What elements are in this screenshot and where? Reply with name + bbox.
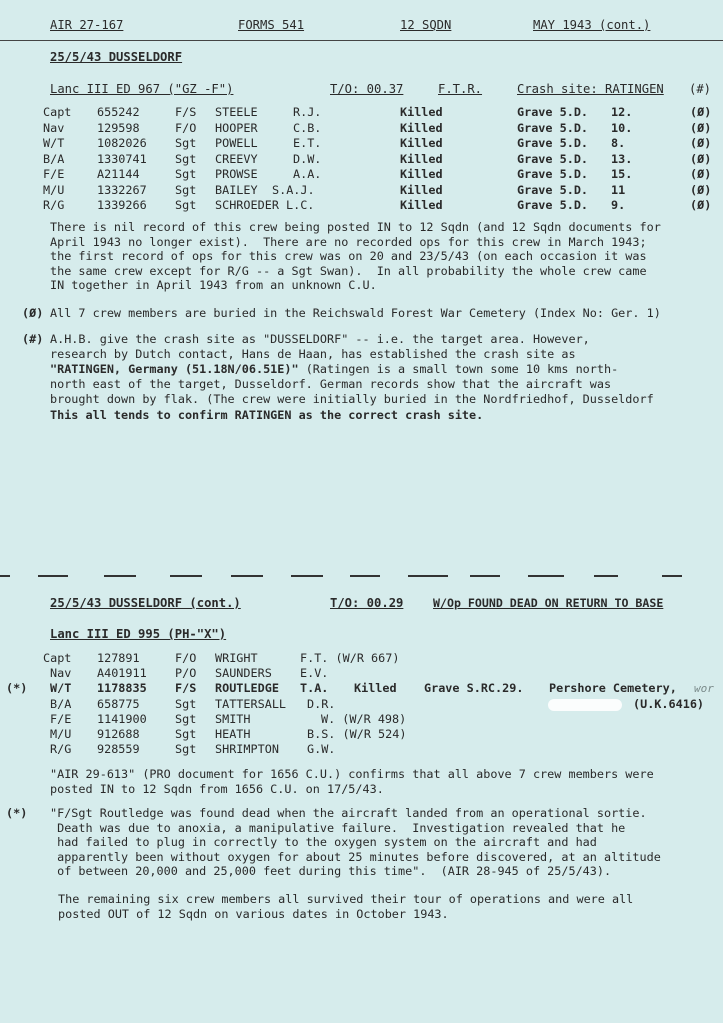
crew-name: CREEVY xyxy=(215,151,258,166)
raid1-crew-note: There is nil record of this crew being posted IN to 12 Sqdn (and 12 Sqdn documents for April 1943 no longer exist). There are no recorded ops for this crew in March 1943; the first record of ops for this crew was on 20 and 23/5/43 (on each occasion it was the same crew except for R/G -- a Sgt Swan). In all probability the whole crew came IN together in April 1943 from an unknown C.U. xyxy=(50,220,661,293)
crew-number: 655242 xyxy=(97,105,140,119)
hash-footnote-line: research by Dutch contact, Hans de Haan, has established the crash site as xyxy=(50,347,576,361)
crew-role: F/E xyxy=(43,167,65,181)
raid1-crash-mark: (#) xyxy=(689,82,712,96)
crew-grave-number: 12. xyxy=(611,105,633,119)
crew-grave: Grave 5.D. xyxy=(517,182,589,197)
crew-grave: Grave 5.D. xyxy=(517,136,589,150)
crew-grave-number: 13. xyxy=(611,151,633,166)
crew-name: WRIGHT xyxy=(215,651,258,665)
crew-mark: (Ø) xyxy=(690,167,712,181)
crew-initials: B.S. (W/R 524) xyxy=(307,727,407,741)
crew-role: R/G xyxy=(50,742,72,756)
crew-mark: (Ø) xyxy=(690,198,712,212)
grave-reference: (U.K.6416) xyxy=(633,697,705,711)
crew-fate: Killed xyxy=(400,105,443,119)
crew-name: HEATH xyxy=(215,727,251,741)
crew-role: Capt xyxy=(43,105,72,119)
crew-initials: G.W. xyxy=(307,742,336,756)
crew-number: A401911 xyxy=(97,666,147,680)
crew-cemetery: Pershore Cemetery, xyxy=(549,681,677,695)
crew-rank: F/S xyxy=(175,681,197,695)
crew-initials: C.B. xyxy=(293,120,322,135)
hash-footnote-line: north east of the target, Dusseldorf. German records show that the aircraft was xyxy=(50,377,612,391)
crew-name: SAUNDERS xyxy=(215,666,272,680)
crew-number: 1141900 xyxy=(97,712,147,726)
crew-name: STEELE xyxy=(215,105,258,119)
crew-role: M/U xyxy=(43,182,65,197)
squadron-label: 12 SQDN xyxy=(400,18,452,32)
crew-initials: F.T. (W/R 667) xyxy=(300,651,400,665)
crew-name: BAILEY xyxy=(215,182,258,197)
crew-initials: W. (W/R 498) xyxy=(321,712,407,726)
crew-fate: Killed xyxy=(400,198,443,212)
crew-name: ROUTLEDGE xyxy=(215,681,279,695)
crew-number: A21144 xyxy=(97,167,140,181)
separator-dash xyxy=(350,575,380,577)
crew-initials: E.V. xyxy=(300,666,329,680)
crew-grave: Grave 5.D. xyxy=(517,167,589,181)
raid1-crash-site: Crash site: RATINGEN xyxy=(517,82,664,96)
crew-rank: Sgt xyxy=(175,198,197,212)
crew-initials: R.J. xyxy=(293,105,322,119)
raid1-status: F.T.R. xyxy=(438,82,483,96)
crew-initials: A.A. xyxy=(293,167,322,181)
separator-dash xyxy=(291,575,323,577)
crew-fate: Killed xyxy=(354,681,397,695)
crew-number: 1330741 xyxy=(97,151,147,166)
crew-mark: (Ø) xyxy=(690,105,712,119)
header-rule xyxy=(0,40,723,41)
crew-name: SMITH xyxy=(215,712,251,726)
crew-role: W/T xyxy=(43,136,65,150)
crew-fate: Killed xyxy=(400,136,443,150)
crew-initials: D.R. xyxy=(307,697,336,711)
crew-grave: Grave 5.D. xyxy=(517,105,589,119)
raid2-final-note: The remaining six crew members all survived their tour of operations and were all posted OUT of 12 Sqdn on various dates in October 1943. xyxy=(58,892,634,921)
crew-grave: Grave 5.D. xyxy=(517,198,589,212)
crew-rank: Sgt xyxy=(175,697,197,711)
crew-rank: F/S xyxy=(175,105,197,119)
separator-dash xyxy=(470,575,500,577)
hash-footnote-line xyxy=(50,362,618,376)
crew-number: 928559 xyxy=(97,742,140,756)
crew-role: R/G xyxy=(43,198,65,212)
crew-grave-number: 8. xyxy=(611,136,626,150)
crash-site-coordinates: "RATINGEN, Germany (51.18N/06.51E)" xyxy=(50,362,299,376)
crew-role: Capt xyxy=(43,651,72,665)
crew-initials: T.A. xyxy=(300,681,329,695)
crew-initials: L.C. xyxy=(286,198,315,212)
crew-fate: Killed xyxy=(400,151,443,166)
crew-mark: (Ø) xyxy=(690,136,712,150)
crew-role: M/U xyxy=(50,727,72,741)
crew-role: Nav xyxy=(50,666,72,680)
crew-role: B/A xyxy=(43,151,65,166)
raid2-takeoff: T/O: 00.29 xyxy=(330,596,404,610)
crew-rank: P/O xyxy=(175,666,197,680)
crew-grave: Grave 5.D. xyxy=(517,151,589,166)
crew-rank: Sgt xyxy=(175,167,197,181)
crew-role: Nav xyxy=(43,120,65,135)
crew-name: POWELL xyxy=(215,136,258,150)
crew-role: W/T xyxy=(50,681,72,695)
hash-footnote-conclusion: This all tends to confirm RATINGEN as the correct crash site. xyxy=(50,408,484,422)
crew-number: 658775 xyxy=(97,697,140,711)
redaction-mark xyxy=(548,699,622,711)
hash-footnote-mark: (#) xyxy=(22,332,44,346)
star-footnote-text: "F/Sgt Routledge was found dead when the aircraft landed from an operational sortie. Death was due to anoxia, a manipulative failure. Investigation revealed that he had failed to plug in correctly to the oxygen system on the aircraft and had apparently been without oxygen for about 25 minutes before discovered, at an altitude of between 20,000 and 25,000 feet during this time". (AIR 28-945 of 25/5/43). xyxy=(50,806,661,879)
crew-grave-number: 9. xyxy=(611,198,626,212)
crew-grave-number: 11 xyxy=(611,182,626,197)
crew-initials: E.T. xyxy=(293,136,322,150)
crew-rank: F/O xyxy=(175,120,197,135)
crew-number: 912688 xyxy=(97,727,140,741)
crew-number: 1178835 xyxy=(97,681,147,695)
crew-fate: Killed xyxy=(400,120,443,135)
raid1-takeoff: T/O: 00.37 xyxy=(330,82,404,96)
crew-rank: Sgt xyxy=(175,712,197,726)
handwritten-annotation: wor xyxy=(694,682,714,695)
raid2-posting-note: "AIR 29-613" (PRO document for 1656 C.U.) confirms that all above 7 crew members were posted IN to 12 Sqdn from 1656 C.U. on 17/5/43. xyxy=(50,767,654,796)
document-reference: AIR 27-167 xyxy=(50,18,124,32)
forms-label: FORMS 541 xyxy=(238,18,305,32)
separator-dash xyxy=(408,575,448,577)
crew-grave: Grave 5.D. xyxy=(517,120,589,135)
raid2-status: W/Op FOUND DEAD ON RETURN TO BASE xyxy=(433,596,664,610)
crew-rank: F/O xyxy=(175,651,197,665)
separator-dash xyxy=(38,575,68,577)
hash-footnote-line-rest: (Ratingen is a small town some 10 kms north- xyxy=(298,362,619,376)
separator-dash xyxy=(594,575,618,577)
separator-dash xyxy=(231,575,263,577)
crew-fate: Killed xyxy=(400,167,443,181)
crew-name: TATTERSALL xyxy=(215,697,287,711)
crew-mark: (Ø) xyxy=(690,182,712,197)
crew-number: 129598 xyxy=(97,120,140,135)
crew-mark: (Ø) xyxy=(690,120,712,135)
raid1-aircraft: Lanc III ED 967 ("GZ -F") xyxy=(50,82,234,96)
crew-fate: Killed xyxy=(400,182,443,197)
star-mark: (*) xyxy=(6,681,28,695)
crew-grave: Grave S.RC.29. xyxy=(424,681,524,695)
crew-rank: Sgt xyxy=(175,182,197,197)
crew-name: HOOPER xyxy=(215,120,258,135)
crew-rank: Sgt xyxy=(175,742,197,756)
crew-number: 127891 xyxy=(97,651,140,665)
crew-grave-number: 10. xyxy=(611,120,633,135)
separator-dash xyxy=(662,575,682,577)
raid1-date-target: 25/5/43 DUSSELDORF xyxy=(50,50,183,64)
crew-initials: S.A.J. xyxy=(272,182,315,197)
crew-role: F/E xyxy=(50,712,72,726)
crew-number: 1339266 xyxy=(97,198,147,212)
hash-footnote-line: A.H.B. give the crash site as "DUSSELDORF" -- i.e. the target area. However, xyxy=(50,332,590,346)
star-footnote-mark: (*) xyxy=(6,806,28,820)
crew-number: 1332267 xyxy=(97,182,147,197)
crew-rank: Sgt xyxy=(175,151,197,166)
crew-name: SCHROEDER xyxy=(215,198,279,212)
crew-initials: D.W. xyxy=(293,151,322,166)
crew-rank: Sgt xyxy=(175,136,197,150)
raid2-date-target: 25/5/43 DUSSELDORF (cont.) xyxy=(50,596,241,610)
crew-number: 1082026 xyxy=(97,136,147,150)
separator-dash xyxy=(104,575,136,577)
separator-dash xyxy=(528,575,564,577)
phi-footnote-text: All 7 crew members are buried in the Reichswald Forest War Cemetery (Index No: Ger. 1) xyxy=(50,306,661,320)
month-label: MAY 1943 (cont.) xyxy=(533,18,651,32)
separator-dash xyxy=(0,575,10,577)
crew-grave-number: 15. xyxy=(611,167,633,181)
raid2-aircraft: Lanc III ED 995 (PH-"X") xyxy=(50,627,227,641)
crew-name: PROWSE xyxy=(215,167,258,181)
hash-footnote-line: brought down by flak. (The crew were initially buried in the Nordfriedhof, Dusseldorf xyxy=(50,392,654,406)
crew-mark: (Ø) xyxy=(690,151,712,166)
crew-name: SHRIMPTON xyxy=(215,742,279,756)
crew-role: B/A xyxy=(50,697,72,711)
phi-footnote-mark: (Ø) xyxy=(22,306,44,320)
crew-rank: Sgt xyxy=(175,727,197,741)
separator-dash xyxy=(170,575,202,577)
